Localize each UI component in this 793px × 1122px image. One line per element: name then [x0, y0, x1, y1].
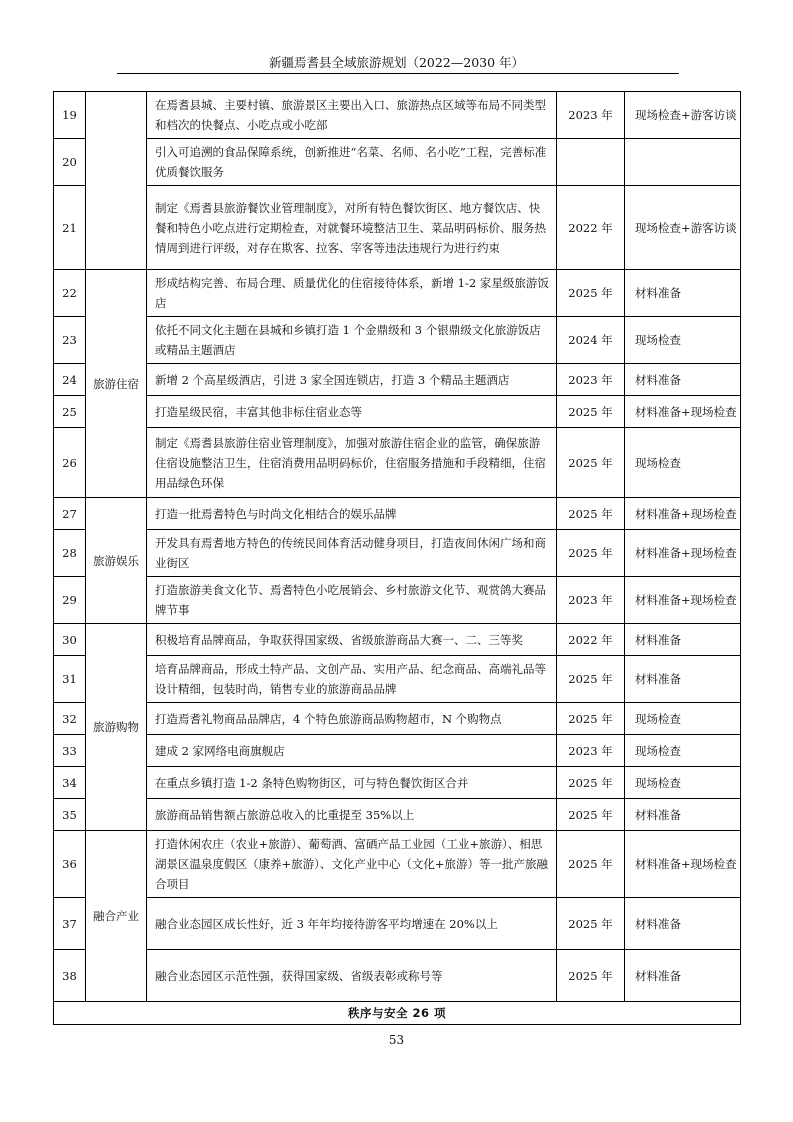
row-year: 2025 年	[557, 898, 625, 950]
row-number: 33	[54, 735, 86, 767]
row-description: 新增 2 个高星级酒店，引进 3 家全国连锁店，打造 3 个精品主题酒店	[147, 364, 557, 396]
row-method	[625, 139, 741, 186]
row-number: 19	[54, 92, 86, 139]
row-number: 34	[54, 767, 86, 799]
row-number: 28	[54, 530, 86, 577]
row-year: 2025 年	[557, 396, 625, 428]
row-year: 2025 年	[557, 767, 625, 799]
table-row	[54, 498, 741, 530]
row-number: 20	[54, 139, 86, 186]
row-number: 24	[54, 364, 86, 396]
page-number: 53	[388, 1033, 405, 1047]
table-row	[54, 139, 741, 186]
table-row	[54, 270, 741, 317]
row-year: 2025 年	[557, 498, 625, 530]
row-description: 打造休闲农庄（农业+旅游）、葡萄酒、富硒产品工业园（工业+旅游）、相思湖景区温泉度假区（康养+旅游）、文化产业中心（文化+旅游）等一批产旅融合项目	[147, 831, 557, 898]
row-year: 2025 年	[557, 703, 625, 735]
row-description: 打造星级民宿，丰富其他非标住宿业态等	[147, 396, 557, 428]
row-description: 制定《焉耆县旅游餐饮业管理制度》，对所有特色餐饮街区、地方餐饮店、快餐和特色小吃点进行定期检查，对就餐环境整洁卫生、菜品明码标价、服务热情周到进行评级，对存在欺客、拉客、宰客等违法违规行为进行约束	[147, 186, 557, 270]
row-year: 2025 年	[557, 530, 625, 577]
row-description: 培育品牌商品，形成土特产品、文创产品、实用产品、纪念商品、高端礼品等设计精细，包装时尚，销售专业的旅游商品品牌	[147, 656, 557, 703]
row-description: 融合业态园区成长性好，近 3 年年均接待游客平均增速在 20%以上	[147, 898, 557, 950]
category-cell: 旅游购物	[86, 624, 147, 831]
row-method: 材料准备	[625, 950, 741, 1002]
section-row	[54, 1002, 741, 1025]
row-number: 26	[54, 428, 86, 498]
category-cell: 融合产业	[86, 831, 147, 1002]
category-cell: 旅游娱乐	[86, 498, 147, 624]
row-method: 现场检查	[625, 735, 741, 767]
row-number: 35	[54, 799, 86, 831]
row-year: 2025 年	[557, 831, 625, 898]
row-number: 30	[54, 624, 86, 656]
row-method: 现场检查	[625, 703, 741, 735]
row-method: 材料准备	[625, 364, 741, 396]
section-title: 秩序与安全 26 项	[54, 1002, 741, 1025]
row-year: 2025 年	[557, 656, 625, 703]
table-row	[54, 92, 741, 139]
row-number: 21	[54, 186, 86, 270]
row-number: 32	[54, 703, 86, 735]
table-row	[54, 428, 741, 498]
table-row	[54, 950, 741, 1002]
row-number: 31	[54, 656, 86, 703]
row-description: 打造焉耆礼物商品品牌店，4 个特色旅游商品购物超市，N 个购物点	[147, 703, 557, 735]
row-year: 2023 年	[557, 92, 625, 139]
table-row	[54, 364, 741, 396]
running-header: 新疆焉耆县全域旅游规划（2022—2030 年）	[268, 55, 525, 70]
table-row	[54, 831, 741, 898]
row-year: 2025 年	[557, 950, 625, 1002]
row-year: 2023 年	[557, 364, 625, 396]
row-year: 2025 年	[557, 428, 625, 498]
table-row	[54, 767, 741, 799]
row-method: 现场检查+游客访谈	[625, 186, 741, 270]
row-year: 2023 年	[557, 735, 625, 767]
row-method: 材料准备+现场检查	[625, 577, 741, 624]
row-method: 现场检查	[625, 317, 741, 364]
row-description: 积极培育品牌商品，争取获得国家级、省级旅游商品大赛一、二、三等奖	[147, 624, 557, 656]
row-method: 材料准备	[625, 624, 741, 656]
row-year: 2024 年	[557, 317, 625, 364]
row-number: 25	[54, 396, 86, 428]
row-description: 引入可追溯的食品保障系统，创新推进“名菜、名师、名小吃”工程，完善标准优质餐饮服务	[147, 139, 557, 186]
table-row	[54, 898, 741, 950]
table-row	[54, 396, 741, 428]
row-year: 2025 年	[557, 270, 625, 317]
row-number: 22	[54, 270, 86, 317]
row-description: 打造旅游美食文化节、焉耆特色小吃展销会、乡村旅游文化节、观赏鸽大赛品牌节事	[147, 577, 557, 624]
row-method: 现场检查+游客访谈	[625, 92, 741, 139]
row-method: 材料准备	[625, 270, 741, 317]
category-cell-empty	[86, 92, 147, 270]
table-row	[54, 703, 741, 735]
row-method: 材料准备+现场检查	[625, 396, 741, 428]
row-description: 打造一批焉耆特色与时尚文化相结合的娱乐品牌	[147, 498, 557, 530]
row-method: 材料准备+现场检查	[625, 530, 741, 577]
row-number: 36	[54, 831, 86, 898]
row-method: 材料准备	[625, 898, 741, 950]
row-description: 形成结构完善、布局合理、质量优化的住宿接待体系，新增 1-2 家星级旅游饭店	[147, 270, 557, 317]
table-row	[54, 624, 741, 656]
row-year: 2023 年	[557, 577, 625, 624]
table-row	[54, 577, 741, 624]
table-row	[54, 735, 741, 767]
row-number: 29	[54, 577, 86, 624]
row-number: 38	[54, 950, 86, 1002]
row-method: 材料准备+现场检查	[625, 498, 741, 530]
row-description: 建成 2 家网络电商旗舰店	[147, 735, 557, 767]
table-row	[54, 530, 741, 577]
row-description: 在焉耆县城、主要村镇、旅游景区主要出入口、旅游热点区域等布局不同类型和档次的快餐点、小吃点或小吃部	[147, 92, 557, 139]
row-description: 旅游商品销售额占旅游总收入的比重提至 35%以上	[147, 799, 557, 831]
table-row	[54, 656, 741, 703]
row-year	[557, 139, 625, 186]
row-method: 现场检查	[625, 428, 741, 498]
row-method: 材料准备	[625, 656, 741, 703]
row-number: 23	[54, 317, 86, 364]
category-cell: 旅游住宿	[86, 270, 147, 498]
header-rule	[117, 73, 679, 74]
row-description: 开发具有焉耆地方特色的传统民间体育活动健身项目，打造夜间休闲广场和商业街区	[147, 530, 557, 577]
row-method: 材料准备+现场检查	[625, 831, 741, 898]
row-method: 材料准备	[625, 799, 741, 831]
plan-table	[53, 91, 741, 1025]
row-year: 2022 年	[557, 186, 625, 270]
row-method: 现场检查	[625, 767, 741, 799]
table-row	[54, 317, 741, 364]
row-description: 在重点乡镇打造 1-2 条特色购物街区，可与特色餐饮街区合并	[147, 767, 557, 799]
table-row	[54, 186, 741, 270]
row-description: 融合业态园区示范性强，获得国家级、省级表彰或称号等	[147, 950, 557, 1002]
row-year: 2022 年	[557, 624, 625, 656]
row-description: 依托不同文化主题在县城和乡镇打造 1 个金鼎级和 3 个银鼎级文化旅游饭店或精品主题酒店	[147, 317, 557, 364]
row-number: 27	[54, 498, 86, 530]
table-row	[54, 799, 741, 831]
row-year: 2025 年	[557, 799, 625, 831]
row-description: 制定《焉耆县旅游住宿业管理制度》，加强对旅游住宿企业的监管，确保旅游住宿设施整洁卫生，住宿消费用品明码标价，住宿服务措施和手段精细，住宿用品绿色环保	[147, 428, 557, 498]
row-number: 37	[54, 898, 86, 950]
